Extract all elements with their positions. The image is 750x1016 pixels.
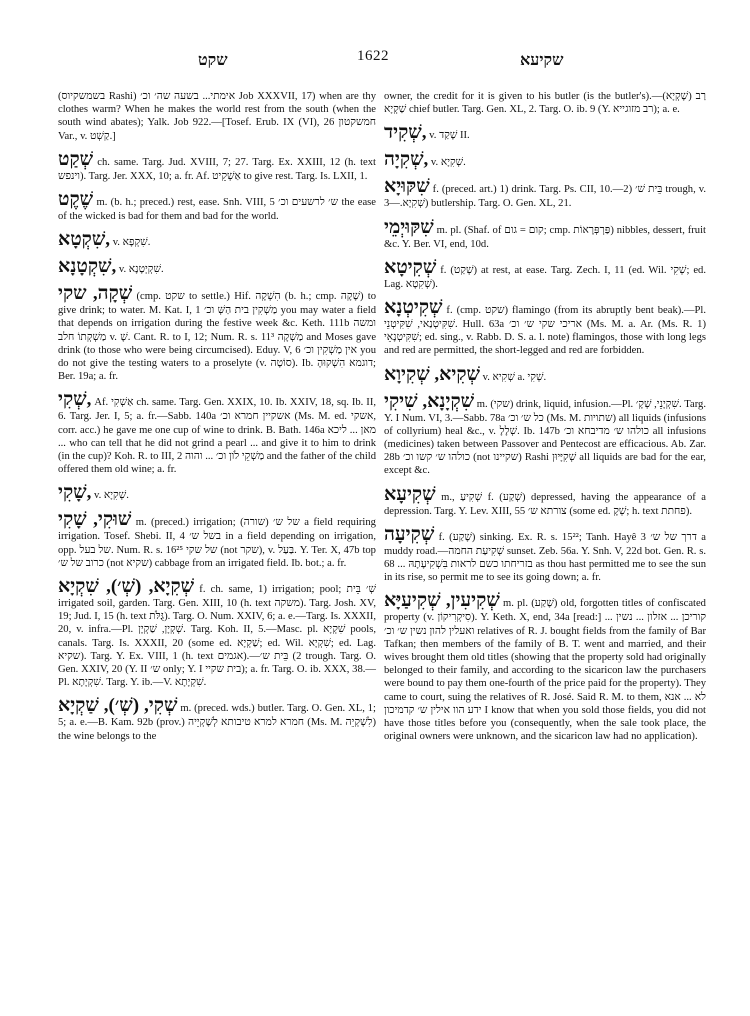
dictionary-entry: [384, 365, 706, 385]
dictionary-entry: [58, 284, 376, 383]
continued-text: [384, 90, 706, 116]
entry-definition: f. (preced. art.) 1) drink. Targ. Ps. CII, 10.—2) בֵּית שׁ׳ trough, v. שְׁקִיָא.—3) butlership. Targ. O. Gen. XL, 21.: [384, 184, 706, 210]
entry-headword: שׁוּקִי, שָׁקִי: [58, 509, 132, 531]
right-catchword: שקיעא: [520, 52, 564, 69]
entry-definition: m. (b. h.; preced.) rest, ease. Snh. VIII, 5 ש׳ לרשעים וכ׳ the ease of the wicked is bad for them and bad for the world.: [58, 197, 376, 223]
entry-headword: שְׁקִיעִין, שְׁקִיעַיָּא: [384, 590, 500, 612]
dictionary-entry: [384, 218, 706, 251]
entry-definition: m. pl. (שָׁקַע) old, forgotten titles of confiscated property (v. סִיקְרִיקוֹן). Y. Keth. X, end, 34a [read:] ... קוריכן ... אזלון ... נשין ואעלין להון נשין ש׳ וכ׳ relatives of R. J. bought fields from the family of Bar Tafkan; then members of the family of B. T. went and married, and their wives brought them old titles (showing that the property sold had originally belonged to their family, and according to the sicaricon law the purchasers were bound to pay them one-fourth of the price paid for the property). They came to court, suing the relatives of R. José. Said R. M. to them, לא ... אנא ידע הוו אילין ש׳ קדמיכון I know that when you sold those fields, you did not have those titles before you (consequently, when the sale took place, the original owners were unknown, and the sicaricon law had no application).: [384, 598, 707, 743]
entry-headword: שְׁקַט: [58, 148, 94, 170]
page-number: 1622: [357, 48, 389, 64]
dictionary-entry: [58, 390, 376, 476]
entry-definition: v. שִׁקְפָא.: [110, 237, 151, 249]
dictionary-entry: [58, 577, 376, 689]
dictionary-entry: [384, 591, 706, 743]
dictionary-entry: [384, 485, 706, 518]
dictionary-entry: [58, 696, 376, 742]
entry-definition: f. (שָׁקַע) sinking. Ex. R. s. 15²²; Tanh. Hayê 3 דרך של ש׳ a muddy road.—שְׁקִיעַת החמה sunset. Zeb. 56a. Y. Snh. V, 22d bot. Gen. R. s. 68 ... בזריחתו כשם לראות בִּשְׁקִיעָתָהּ as thou hast permitted me to see the sun in its rise, so permit me to see its going down; a. fr.: [384, 531, 706, 584]
dictionary-entry: [58, 190, 376, 223]
entry-definition: v. שְׁקִיָא.: [91, 490, 129, 502]
dictionary-entry: [58, 230, 376, 250]
entry-definition: m. (שקי) drink, liquid, infusion.—Pl. שִׁקְיָנֵי, שְׁקָ׳. Targ. Y. I Num. VI, 3.—Sabb. 78a כל ש׳ וכ׳ (Ms. M. שתויות) all liquids (infusions of collyrium) heal &c., v. שְׁלָלָ. Ib. 147b כולהו ש׳ מדיבחא וכ׳ all infusions (medicines) taken between Passover and Pentecost are efficacious. Ab. Zar. 28b כולהו ש׳ קשו וכ׳ (not שקיינו) Rashi שְׁקִיָּיוּן all liquids are bad for the ear, except &c.: [384, 398, 707, 477]
entry-headword: שִׁקְטָנָא,: [58, 256, 117, 278]
entry-headword: שְׁקָה, שקי: [58, 283, 133, 305]
entry-definition: m. pl. (Shaf. of קום = גום; cmp. פַּרְפְּרָאוֹת) nibbles, dessert, fruit &c. Y. Ber. VI, end, 10d.: [384, 224, 706, 250]
entry-headword: שְׁקִיעָא: [384, 483, 436, 505]
entry-definition: m. (preced. wds.) butler. Targ. O. Gen. XL, 1; 5; a. e.—B. Kam. 92b (prov.) חמרא למרא טיבותא לְשָׁקְיֵיה (Ms. M. לִשְׁקְיֵה) the wine belongs to the: [58, 703, 377, 742]
right-column: [384, 90, 706, 750]
entry-definition: f. ch. same, 1) irrigation; pool; שְׁ׳ בֵּית irrigated soil, garden. Targ. Gen. XIII, 10 (h. text משקה). Targ. Josh. XV, 19; Jud. I, 15 (h. text גֻּלֹּת). Targ. O. Num. XXIV, 6; a. e.—Targ. Is. XXXII, 20, v. infra.—Pl. שְׁקְיָן, שַׁקְיָן. Targ. Koh. II, 5.—Masc. pl. שִׁקְיָא pools, canals. Targ. Is. XXXII, 20 (some ed. שַׁקְיָא; ed. Wil. שִׁקְיָא; ed. Lag. שקיא). Targ. Y. Ex. VIII, 1 (h. text אגמים).—2) בֵּית ש׳ trough. Targ. O. Gen. XXIV, 20 (Y. II ש׳ only; Y. I בית שקיי); a. fr. Targ. O. ib. XXX, 38.—Pl. שִׁקְיָתָא. Targ. Y. ib.—V. שִׁקְיָתָא.: [58, 584, 377, 689]
entry-definition: f. (שְׁקַט) at rest, at ease. Targ. Zech. I, 11 (ed. Wil. שְׁקִי; ed. Lag. שְׁקִטָא).: [384, 264, 706, 290]
entry-definition: (בשמשקיוס Rashi) אימתי... בשעה שה׳ וכ׳ Job XXXVII, 17) when are thy clothes warm? When he makes the world rest from the south (when the south wind abates); Yalk. Job 922.—[Tosef. Erub. IX (VI), 26 חמשקטון Var., v. קַשְׁט.]: [58, 91, 376, 142]
entry-definition: v. שְׁקִיָא.: [428, 157, 466, 169]
entry-headword: שְׁקִיטְנָא: [384, 297, 443, 319]
entry-definition: ch. same. Targ. Jud. XVIII, 7; 27. Targ. Ex. XXIII, 12 (h. text וינפש). Targ. Jer. XXX, 10; a. fr. Af. אַשְׁקֵיט to give rest. Targ. Is. LXII, 1.: [58, 156, 376, 182]
entry-headword: שְׁקִיָה,: [384, 149, 429, 171]
dictionary-entry: [384, 177, 706, 210]
entry-definition: v. שָׁקַד II.: [426, 130, 470, 142]
entry-headword: שָׁקִי,: [58, 482, 92, 504]
dictionary-entry: [58, 150, 376, 183]
dictionary-entry: [58, 483, 376, 503]
left-catchword: שקט: [198, 52, 228, 69]
entry-headword: שְׁקִיא, שְׁקִיוָא: [384, 363, 480, 385]
dictionary-entry: [384, 123, 706, 143]
dictionary-entry: [58, 510, 376, 570]
continued-text: [58, 90, 376, 143]
entry-definition: m., שְׁקִיעַ f. (שְׁקַע) depressed, having the appearance of a depression. Targ. Y. Lev. XIII, 55 צורתא ש׳ (some ed. שְׁקָ; h. text פחתת).: [384, 491, 706, 517]
entry-headword: שִׁקּוּיְמֵי: [384, 216, 434, 238]
entry-headword: שִׁקְטָא,: [58, 229, 111, 251]
entry-headword: שֶׁקֶט: [58, 189, 94, 211]
entry-definition: m. (preced.) irrigation; (שורה) של ש׳ a field requiring irrigation. Tosef. Shebi. II, 4 בשל ש׳ in a field depending on irrigation, opp. של בעל. Num. R. s. 16²⁵ של שקי (not שקר), v. בַּעַל. Y. Ter. X, 47b top כרוב של ש׳ (not שקיא) cabbage from an irrigated field. Ib. bot.; a. fr.: [58, 517, 376, 569]
entry-headword: שְׁקִיָא, (שְׁ׳), שִׁקְיָא: [58, 576, 195, 598]
entry-headword: שְׁקִיעָה: [384, 523, 435, 545]
entry-headword: שְׁקִיד,: [384, 122, 427, 144]
entry-definition: owner, the credit for it is given to his butler (is the butler's).—(שָׁקְיָא) רַב שַׁקְיָא chief butler. Targ. Gen. XL, 2. Targ. O. ib. 9 (Y. רב מזוגייא); a. e.: [384, 91, 706, 116]
entry-definition: v. שְׁקִיא a. שְׁקִי.: [479, 371, 547, 383]
dictionary-entry: [384, 150, 706, 170]
dictionary-entry: [58, 257, 376, 277]
entry-definition: Af. אַשְׁקִי ch. same. Targ. Gen. XXIX, 10. Ib. XXIV, 18, sq. Ib. II, 6. Targ. Jer. I, 5; a. fr.—Sabb. 140a אשקיין חמרא וכ׳ (Ms. M. ed. אשקי, corr. acc.) he gave me one cup of wine to drink. B. Bath. 146a מאן ... ליכא ... who can tell that he did not grind a pearl ... and give it to him to drink (in the cup)? Koh. R. to III, 2 מַשְׁקֵי לֹון וכ׳ ... והוה and the father of the child offered them old wine; a. fr.: [58, 397, 377, 476]
entry-headword: שִׁקּוּיָא: [384, 176, 430, 198]
entry-headword: שְׁקִיטָא: [384, 256, 437, 278]
dictionary-entry: [384, 258, 706, 291]
dictionary-entry: [384, 525, 706, 585]
dictionary-entry: [384, 392, 706, 478]
entry-definition: (cmp. שקט to settle.) Hif. הִשְׁקָה (b. h.; cmp. שָׁקָה) to give drink; to water. M. Kat. I, 1 מַשְׁקִין בית הַשְּׁ וכ׳ you may water a field that depends on irrigation during the festive week &c. Keth. 111b ומשה מַשְׁקְתוֹ חלב v. שָׁ. Cant. R. to I, 12; Num. R. s. 11³ מַשְׁקָה and Moses gave drink (to those who were being circumcised). Eduy. V, 6 אין מַשְׁקִין וכ׳ you do not give the testing waters to a proselyte (v. סוֹטָה). Ib. דוגמא הִשְׁקוּהָ; Ber. 19a; a. fr.: [58, 291, 377, 383]
entry-definition: f. (cmp. שקט) flamingo (from its abruptly bent beak).—Pl. שִׁקִּיטְנַאי, שִׁקִּיטְנֵי. Hull. 63a אריכי שקי ש׳ וכ׳ (Ms. M. a. Ar. (Ms. R. 1) שִׁקִּיטְנָאֵי; ed. sing., v. Rabb. D. S. a. l. note) flamingos, those with long legs and red are permitted, the short-legged and red are forbidden.: [384, 305, 706, 357]
entry-headword: שְׁקִי, (שְׁ׳), שַׁקְיָא: [58, 695, 178, 717]
left-column: [58, 90, 376, 750]
entry-headword: שִׁקְיָנָא, שִׁיקִי: [384, 390, 475, 412]
entry-definition: v. שִׁקְיְטָנָא.: [116, 264, 164, 276]
entry-headword: שְׁקִי,: [58, 389, 92, 411]
dictionary-entry: [384, 298, 706, 358]
page-header: [0, 0, 750, 70]
